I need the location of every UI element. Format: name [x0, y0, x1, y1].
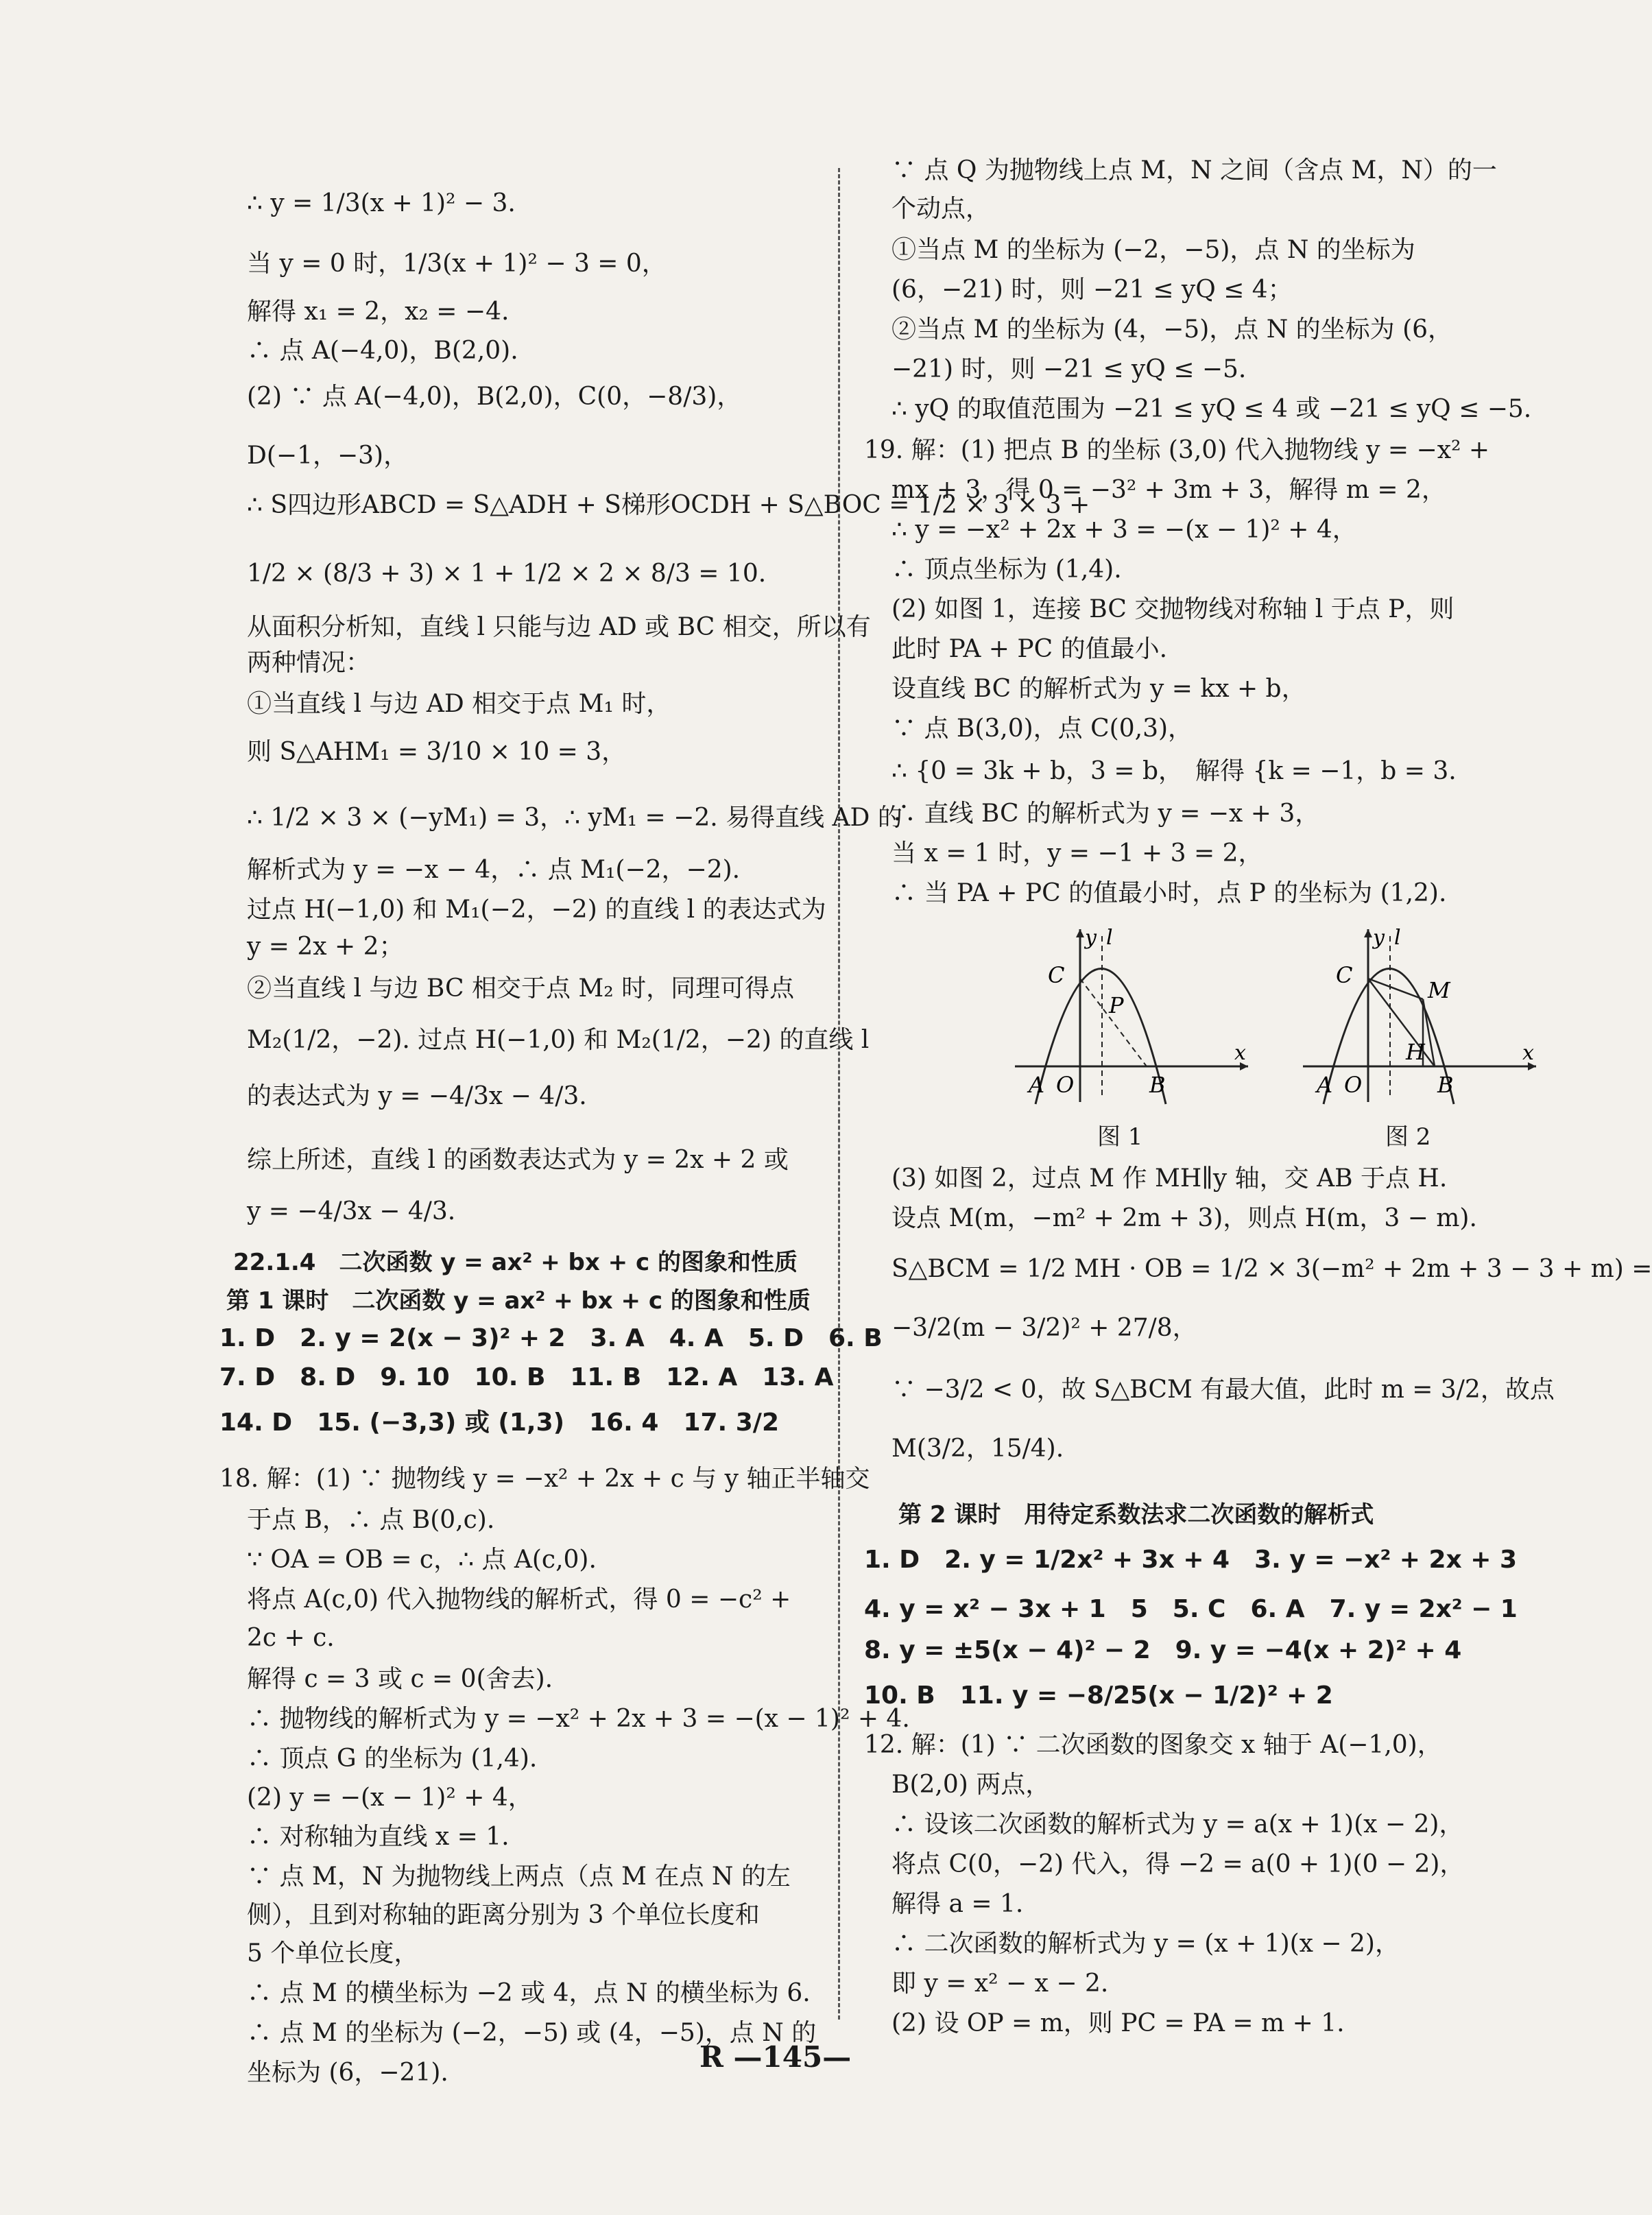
text-line: 综上所述，直线 l 的函数表达式为 y = 2x + 2 或 — [247, 1146, 789, 1174]
text-line: 将点 A(c,0) 代入抛物线的解析式，得 0 = −c² + — [247, 1585, 791, 1614]
answer-line: 8. y = ±5(x − 4)² − 2 9. y = −4(x + 2)² + 4 — [864, 1636, 1462, 1664]
label-y: y — [1085, 926, 1097, 950]
text-line: ∵ 点 M，N 为抛物线上两点（点 M 在点 N 的左 — [247, 1863, 791, 1891]
label-x: x — [1522, 1041, 1534, 1065]
answer-line: 1. D 2. y = 2(x − 3)² + 2 3. A 4. A 5. D 6. B — [219, 1324, 883, 1352]
label-b: B — [1149, 1072, 1166, 1098]
label-y: y — [1373, 926, 1385, 950]
text-line: ①当直线 l 与边 AD 相交于点 M₁ 时， — [247, 690, 671, 718]
text-line: 当 x = 1 时，y = −1 + 3 = 2， — [891, 839, 1263, 867]
text-line: 设点 M(m，−m² + 2m + 3)，则点 H(m，3 − m). — [891, 1204, 1477, 1232]
label-m: M — [1428, 977, 1450, 1003]
text-line: −3/2(m − 3/2)² + 27/8， — [891, 1314, 1197, 1342]
y-axis-arrow — [1364, 929, 1372, 937]
text-line: 从面积分析知，直线 l 只能与边 AD 或 BC 相交，所以有 — [247, 613, 871, 641]
text-line: ∴ 1/2 × 3 × (−yM₁) = 3，∴ yM₁ = −2. 易得直线 AD 的 — [247, 804, 902, 832]
text-line: 此时 PA + PC 的值最小. — [891, 635, 1168, 663]
label-a: A — [1317, 1072, 1333, 1098]
text-line: 则 S△AHM₁ = 3/10 × 10 = 3， — [247, 738, 627, 766]
text-line: D(−1，−3)， — [247, 442, 409, 470]
text-line: ∴ 顶点 G 的坐标为 (1,4). — [247, 1745, 538, 1773]
text-line: ∵ OA = OB = c，∴ 点 A(c,0). — [247, 1546, 597, 1574]
text-line: y = −4/3x − 4/3. — [247, 1197, 456, 1225]
label-a: A — [1029, 1072, 1045, 1098]
text-line: 19. 解：(1) 把点 B 的坐标 (3,0) 代入抛物线 y = −x² + — [864, 436, 1490, 464]
text-line: 即 y = x² − x − 2. — [891, 1969, 1109, 1998]
text-line: ∴ {0 = 3k + b，3 = b， 解得 {k = −1，b = 3. — [891, 757, 1457, 785]
text-line: ∴ y = −x² + 2x + 3 = −(x − 1)² + 4， — [891, 516, 1357, 544]
lesson-heading: 第 2 课时 用待定系数法求二次函数的解析式 — [898, 1501, 1374, 1529]
text-line: M₂(1/2，−2). 过点 H(−1,0) 和 M₂(1/2，−2) 的直线 l — [247, 1026, 870, 1054]
text-line: ∴ 点 A(−4,0)，B(2,0). — [247, 337, 518, 365]
text-line: −21) 时，则 −21 ≤ yQ ≤ −5. — [891, 355, 1247, 383]
answer-line: 14. D 15. (−3,3) 或 (1,3) 16. 4 17. 3/2 — [219, 1409, 779, 1437]
y-axis-arrow — [1076, 929, 1084, 937]
text-line: B(2,0) 两点， — [891, 1771, 1051, 1799]
text-line: (6，−21) 时，则 −21 ≤ yQ ≤ 4； — [891, 276, 1293, 304]
figure-1-caption: 图 1 — [1097, 1123, 1143, 1151]
text-line: 侧），且到对称轴的距离分别为 3 个单位长度和 — [247, 1901, 760, 1929]
text-line: ∵ −3/2 < 0，故 S△BCM 有最大值，此时 m = 3/2，故点 — [891, 1376, 1555, 1404]
text-line: ∴ 当 PA + PC 的值最小时，点 P 的坐标为 (1,2). — [891, 879, 1447, 907]
answer-line: 4. y = x² − 3x + 1 5 5. C 6. A 7. y = 2x² − 1 — [864, 1595, 1518, 1623]
text-line: 个动点， — [891, 195, 991, 223]
text-line: 解得 x₁ = 2，x₂ = −4. — [247, 298, 510, 326]
answer-line: 7. D 8. D 9. 10 10. B 11. B 12. A 13. A — [219, 1363, 834, 1391]
text-line: ②当直线 l 与边 BC 相交于点 M₂ 时，同理可得点 — [247, 974, 795, 1003]
text-line: 1/2 × (8/3 + 3) × 1 + 1/2 × 2 × 8/3 = 10. — [247, 560, 767, 588]
text-line: ∴ yQ 的取值范围为 −21 ≤ yQ ≤ 4 或 −21 ≤ yQ ≤ −5. — [891, 395, 1532, 423]
answer-line: 10. B 11. y = −8/25(x − 1/2)² + 2 — [864, 1681, 1333, 1710]
text-line: 将点 C(0，−2) 代入，得 −2 = a(0 + 1)(0 − 2)， — [891, 1850, 1465, 1878]
lesson-heading: 第 1 课时 二次函数 y = ax² + bx + c 的图象和性质 — [226, 1287, 811, 1315]
text-line: 过点 H(−1,0) 和 M₁(−2，−2) 的直线 l 的表达式为 — [247, 896, 826, 924]
label-h: H — [1406, 1039, 1425, 1065]
text-line: 解得 a = 1. — [891, 1890, 1024, 1918]
text-line: 12. 解：(1) ∵ 二次函数的图象交 x 轴于 A(−1,0)， — [864, 1731, 1442, 1759]
text-line: 设直线 BC 的解析式为 y = kx + b， — [891, 675, 1306, 703]
text-line: 的表达式为 y = −4/3x − 4/3. — [247, 1082, 587, 1110]
text-line: ∴ 抛物线的解析式为 y = −x² + 2x + 3 = −(x − 1)² + 4. — [247, 1705, 910, 1733]
page-number: R —145— — [699, 2040, 852, 2074]
text-line: S△BCM = 1/2 MH · OB = 1/2 × 3(−m² + 2m + 3 − 3 + m) = — [891, 1255, 1652, 1283]
text-line: ②当点 M 的坐标为 (4，−5)，点 N 的坐标为 (6， — [891, 315, 1453, 344]
text-line: 5 个单位长度， — [247, 1939, 419, 1967]
text-line: 解得 c = 3 或 c = 0(舍去). — [247, 1665, 553, 1693]
label-p: P — [1109, 992, 1124, 1018]
text-line: 解析式为 y = −x − 4，∴ 点 M₁(−2，−2). — [247, 856, 741, 884]
text-line: (2) 如图 1，连接 BC 交抛物线对称轴 l 于点 P，则 — [891, 595, 1455, 623]
text-line: ①当点 M 的坐标为 (−2，−5)，点 N 的坐标为 — [891, 236, 1415, 264]
text-line: ∵ 点 Q 为抛物线上点 M，N 之间（含点 M，N）的一 — [891, 156, 1497, 184]
label-o: O — [1056, 1072, 1075, 1098]
text-line: (3) 如图 2，过点 M 作 MH∥y 轴，交 AB 于点 H. — [891, 1164, 1448, 1193]
text-line: mx + 3，得 0 = −3² + 3m + 3，解得 m = 2， — [891, 476, 1446, 504]
column-divider — [838, 168, 840, 2020]
answer-line: 1. D 2. y = 1/2x² + 3x + 4 3. y = −x² + 2x + 3 — [864, 1546, 1517, 1574]
text-line: ∵ 点 B(3,0)，点 C(0,3)， — [891, 715, 1193, 743]
text-line: 于点 B，∴ 点 B(0,c). — [247, 1506, 495, 1534]
text-line: (2) ∵ 点 A(−4,0)，B(2,0)，C(0，−8/3)， — [247, 383, 742, 411]
figure-2-graph — [1296, 922, 1543, 1108]
text-line: ∴ 直线 BC 的解析式为 y = −x + 3， — [891, 800, 1320, 828]
text-line: ∴ 点 M 的坐标为 (−2，−5) 或 (4，−5)，点 N 的 — [247, 2019, 817, 2047]
label-c: C — [1048, 962, 1065, 988]
text-line: 坐标为 (6，−21). — [247, 2059, 448, 2087]
text-line: y = 2x + 2； — [247, 933, 404, 961]
text-line: ∴ 顶点坐标为 (1,4). — [891, 555, 1122, 584]
text-line: 两种情况： — [247, 649, 371, 677]
text-line: 18. 解：(1) ∵ 抛物线 y = −x² + 2x + c 与 y 轴正半轴交 — [219, 1465, 870, 1493]
text-line: ∴ S四边形ABCD = S△ADH + S梯形OCDH + S△BOC = 1/2 × 3 × 3 + — [247, 491, 1090, 519]
label-o: O — [1344, 1072, 1363, 1098]
figure-1-graph — [1008, 922, 1255, 1108]
parabola — [1036, 969, 1166, 1105]
text-line: 当 y = 0 时，1/3(x + 1)² − 3 = 0， — [247, 250, 667, 278]
text-line: ∴ 点 M 的横坐标为 −2 或 4，点 N 的横坐标为 6. — [247, 1979, 811, 2007]
figure-2-caption: 图 2 — [1385, 1123, 1431, 1151]
label-l: l — [1394, 926, 1401, 950]
label-x: x — [1234, 1041, 1246, 1065]
text-line: ∴ 二次函数的解析式为 y = (x + 1)(x − 2)， — [891, 1930, 1400, 1958]
text-line: ∴ 对称轴为直线 x = 1. — [247, 1823, 510, 1851]
text-line: ∴ y = 1/3(x + 1)² − 3. — [247, 189, 516, 217]
label-c: C — [1336, 962, 1353, 988]
text-line: 2c + c. — [247, 1624, 335, 1652]
label-b: B — [1437, 1072, 1454, 1098]
text-line: M(3/2，15/4). — [891, 1435, 1064, 1463]
section-heading: 22.1.4 二次函数 y = ax² + bx + c 的图象和性质 — [233, 1249, 798, 1276]
text-line: (2) y = −(x − 1)² + 4， — [247, 1784, 533, 1812]
label-l: l — [1106, 926, 1113, 950]
text-line: (2) 设 OP = m，则 PC = PA = m + 1. — [891, 2009, 1345, 2037]
text-line: ∴ 设该二次函数的解析式为 y = a(x + 1)(x − 2)， — [891, 1810, 1464, 1839]
